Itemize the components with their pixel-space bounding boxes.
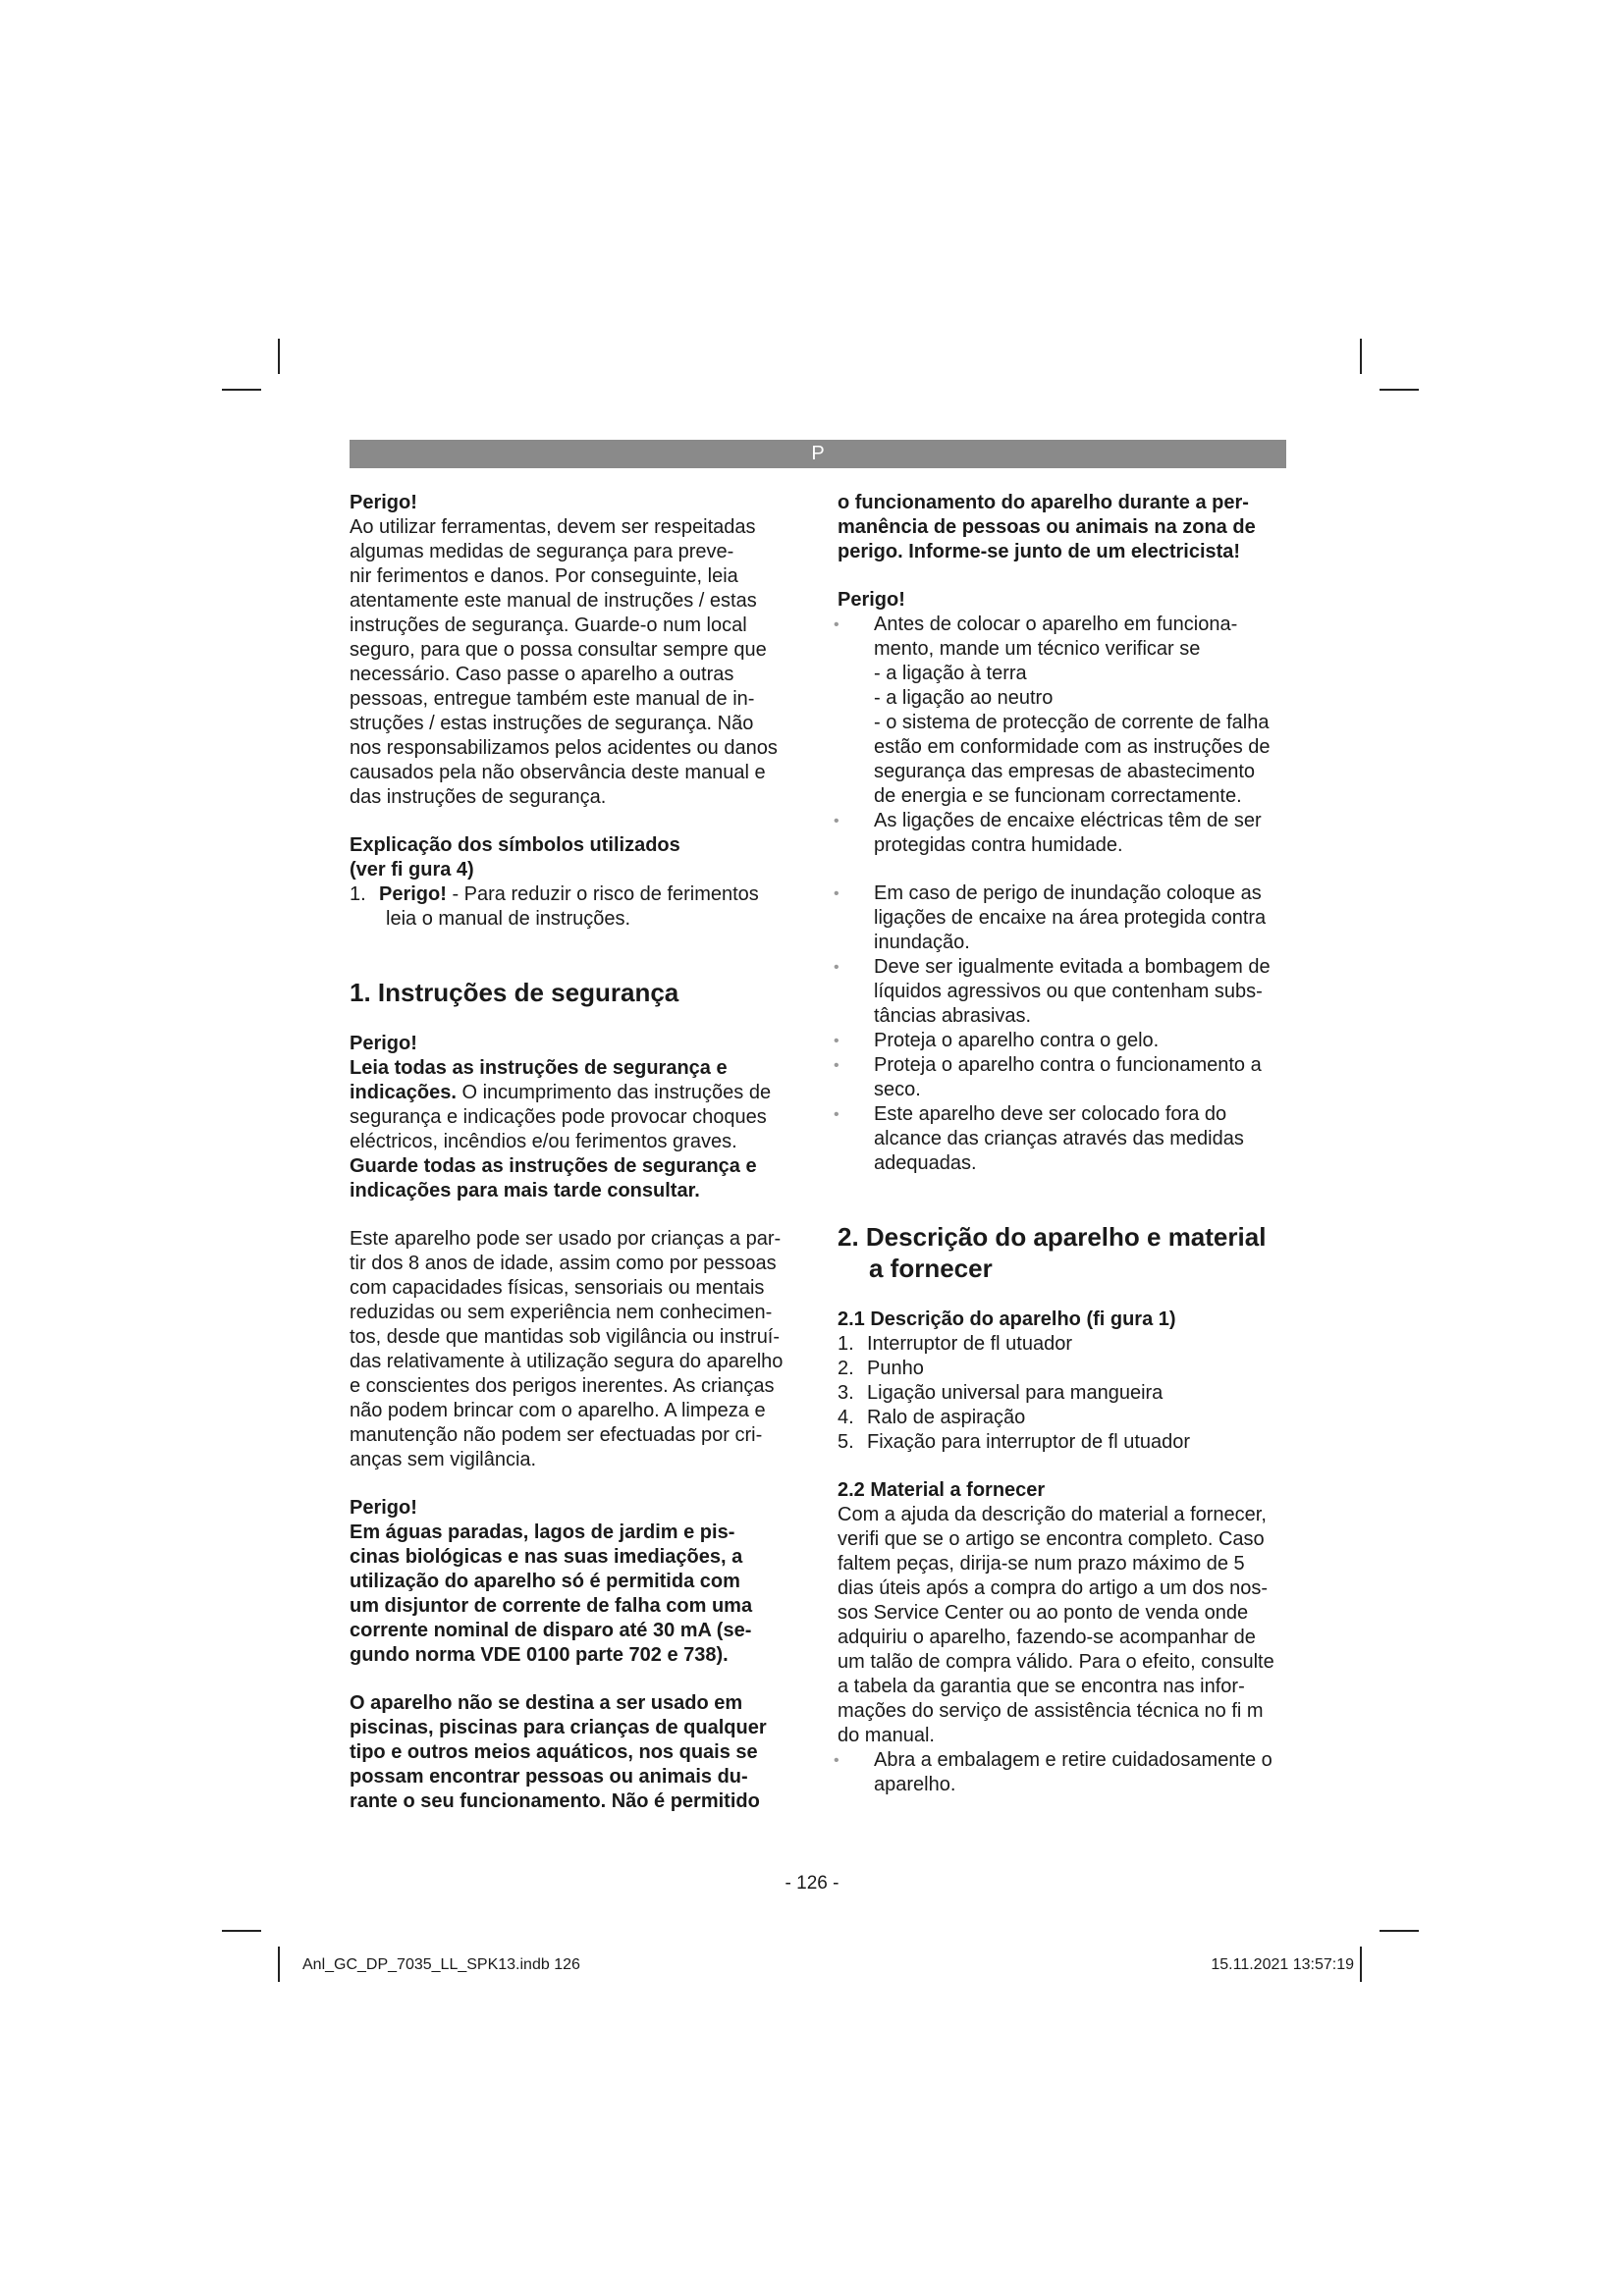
right-column [838, 491, 1291, 1797]
symbols-heading: Explicação dos símbolos utilizados [350, 834, 680, 856]
section-1-title: 1. Instruções de segurança [350, 978, 679, 1007]
bullet-item: • As ligações de encaixe eléctricas têm de ser protegidas contra humidade. [838, 809, 1291, 858]
list-item: 1. Interruptor de fl utuador [838, 1333, 1073, 1355]
device-parts-list [838, 1332, 1291, 1455]
delivery-paragraph: Com a ajuda da descrição do material a fornecer, verifi que se o artigo se encontra completo. Caso faltem peças, dirija-se num prazo máximo de 5 dias úteis após a compra do artigo a um dos nos- sos Service Center ou ao ponto de venda onde adquiriu o aparelho, fazendo-se acompanhar de um talão de compra válido. Para o efeito, consulte a tabela da garantia que se encontra nas infor- mações do serviço de assistência técnica no fi m do manual. [838, 1504, 1274, 1746]
pool-warning-paragraph: O aparelho não se destina a ser usado em piscinas, piscinas para crianças de qualquer tipo e outros meios aquáticos, nos quais se possam encontrar pessoas ou animais du- rante o seu funcionamento. Não é permitido [350, 1692, 767, 1812]
symbols-heading-ref: (ver fi gura 4) [350, 859, 474, 881]
left-column: Perigo! Ao utilizar ferramentas, devem ser respeitadas algumas medidas de segurança para preve- nir ferimentos e danos. Por conseguinte, leia atentamente este manual de instruções / estas instruções de segurança. Guarde-o num local seguro, para que o possa consultar sempre que necessário. Caso passe o aparelho a outras pessoas, entregue também este manual de in- struções / estas instruções de segurança. Não nos responsabilizamos pelos acidentes ou danos causados pela não observância deste manual e das instruções de segurança. Explicação dos símbolos utilizados (ver fi gura 4) 1. Perigo! - Para reduzir o risco de ferimentos leia o manual de instruções. 1. Instruções de segurança Perigo! Leia todas as instruções de segurança e indicações. O incumprimento das instruções de segurança e indicações pode provocar choques eléctricos, incêndios e/ou ferimentos graves. Guarde todas as instruções de segurança e indicações para mais tarde consultar. Este aparelho pode ser usado por crianças a par- tir dos 8 anos de idade, assim como por pessoas com capacidades físicas, sensoriais ou mentais reduzidas ou sem experiência nem conhecimen- tos, desde que mantidas sob vigilância ou instruí- das relativamente à utilização segura do aparelho e conscientes dos perigos inerentes. As crianças não podem brincar com o aparelho. A limpeza e manutenção não podem ser efectuadas por cri- anças sem vigilância. Perigo! Em águas paradas, lagos de jardim e pis- cinas biológicas e nas suas imediações, a utilização do aparelho só é permitida com um disjuntor de corrente de falha com uma corrente nominal de disparo até 30 mA (se- gundo norma VDE 0100 parte 702 e 738). O aparelho não se destina a ser usado em piscinas, piscinas para crianças de qualquer tipo e outros meios aquáticos, nos quais se possam encontrar pessoas ou animais du- rante o seu funcionamento. Não é permitido [350, 491, 799, 1814]
crop-mark [222, 1930, 261, 1932]
list-item: 2. Punho [838, 1358, 924, 1379]
crop-mark [1360, 339, 1362, 374]
bullet-item: • Em caso de perigo de inundação coloque as ligações de encaixe na área protegida contra inundação. [838, 881, 1291, 955]
danger-heading: Perigo! [350, 1497, 417, 1519]
bullet-item: • Proteja o aparelho contra o gelo. [838, 1029, 1291, 1053]
water-warning-paragraph: Em águas paradas, lagos de jardim e pis- cinas biológicas e nas suas imediações, a utilização do aparelho só é permitida com um disjuntor de corrente de falha com uma corrente nominal de disparo até 30 mA (se- gundo norma VDE 0100 parte 702 e 738). [350, 1522, 753, 1666]
bullet-item: • Proteja o aparelho contra o funcionamento a seco. [838, 1053, 1291, 1102]
page-number: - 126 - [785, 1873, 839, 1894]
safety-instructions-paragraph: Leia todas as instruções de segurança e indicações. O incumprimento das instruções de segurança e indicações pode provocar choques eléctricos, incêndios e/ou ferimentos graves. Guarde todas as instruções de segurança e indicações para mais tarde consultar. [350, 1057, 772, 1201]
bullet-item: • Deve ser igualmente evitada a bombagem de líquidos agressivos ou que contenham subs- tâncias abrasivas. [838, 955, 1291, 1029]
list-item: 5. Fixação para interruptor de fl utuador [838, 1431, 1191, 1453]
list-item: 3. Ligação universal para mangueira [838, 1382, 1164, 1404]
crop-mark [1360, 1947, 1362, 1982]
footer-file-name: Anl_GC_DP_7035_LL_SPK13.indb 126 [302, 1956, 580, 1973]
danger-heading: Perigo! [350, 1033, 417, 1054]
list-item: 4. Ralo de aspiração [838, 1407, 1026, 1428]
bullet-item: • Antes de colocar o aparelho em funciona- mento, mande um técnico verificar se - a ligação à terra - a ligação ao neutro - o sistema de protecção de corrente de falha estão em conformidade com as instruções de segurança das empresas de abastecimento de energia e se funcionam correctamente. [838, 613, 1291, 809]
crop-mark [278, 339, 280, 374]
crop-mark [278, 1947, 280, 1982]
intro-paragraph: Ao utilizar ferramentas, devem ser respeitadas algumas medidas de segurança para preve- nir ferimentos e danos. Por conseguinte, leia atentamente este manual de instruções / estas instruções de segurança. Guarde-o num local seguro, para que o possa consultar sempre que necessário. Caso passe o aparelho a outras pessoas, entregue também este manual de in- struções / estas instruções de segurança. Não nos responsabilizamos pelos acidentes ou danos causados pela não observância deste manual e das instruções de segurança. [350, 516, 778, 808]
bullet-item: • Abra a embalagem e retire cuidadosamente o aparelho. [838, 1748, 1291, 1797]
language-code: P [811, 443, 825, 464]
pool-warning-continued: o funcionamento do aparelho durante a per- manência de pessoas ou animais na zona de perigo. Informe-se junto de um electricista! [838, 492, 1256, 562]
bullet-item: • Este aparelho deve ser colocado fora do alcance das crianças através das medidas adequadas. [838, 1102, 1291, 1176]
subsection-2-1-title: 2.1 Descrição do aparelho (fi gura 1) [838, 1308, 1176, 1330]
footer-datetime: 15.11.2021 13:57:19 [1211, 1956, 1354, 1973]
crop-mark [222, 389, 261, 391]
crop-mark [1380, 1930, 1419, 1932]
section-2-title: 2. Descrição do aparelho e material a fornecer [838, 1222, 1267, 1283]
crop-mark [1380, 389, 1419, 391]
danger-heading: Perigo! [350, 492, 417, 513]
subsection-2-2-title: 2.2 Material a fornecer [838, 1479, 1046, 1501]
children-paragraph: Este aparelho pode ser usado por crianças a par- tir dos 8 anos de idade, assim como por pessoas com capacidades físicas, sensoriais ou mentais reduzidas ou sem experiência nem conhecimen- tos, desde que mantidas sob vigilância ou instruí- das relativamente à utilização segura do aparelho e conscientes dos perigos inerentes. As crianças não podem brincar com o aparelho. A limpeza e manutenção não podem ser efectuadas por cri- anças sem vigilância. [350, 1228, 784, 1470]
danger-heading: Perigo! [838, 589, 905, 611]
language-header-bar [350, 440, 1286, 468]
symbols-list-item: 1. Perigo! - Para reduzir o risco de ferimentos [350, 883, 759, 905]
